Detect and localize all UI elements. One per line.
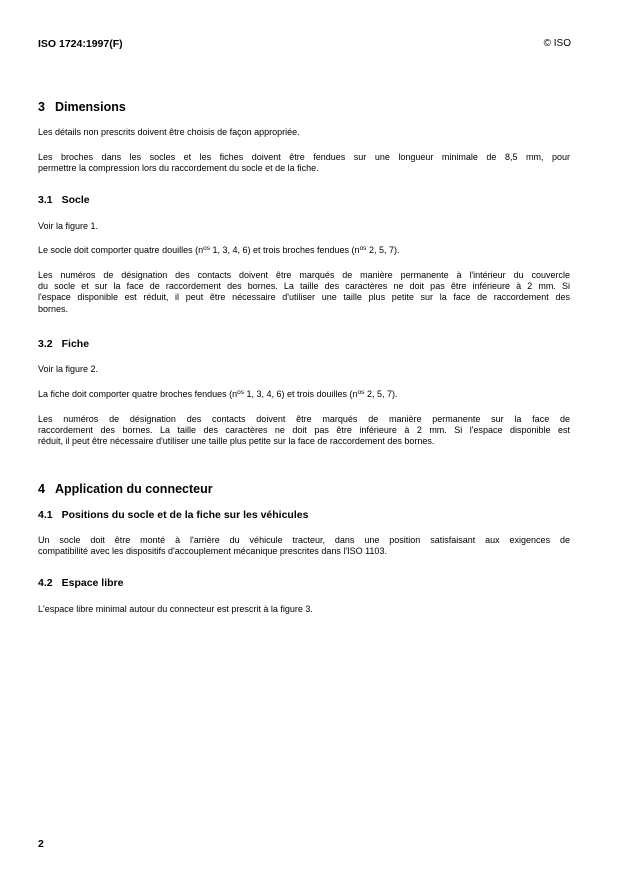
section-number: 4.2 [38,577,53,589]
document-identifier: ISO 1724:1997(F) [38,38,123,50]
text-line: du socle et sur la face de raccordement des bornes. La taille des caractères ne doit pas être inférieure à 2 mm. Si [38,281,570,292]
text-run: 1, 3, 4, 6) et trois douilles (n [244,389,358,399]
section-4-2-heading [38,577,123,589]
text-run: 2, 5, 7). [364,389,398,399]
paragraph: L'espace libre minimal autour du connecteur est prescrit à la figure 3. [38,604,313,614]
text-line: Un socle doit être monté à l'arrière du véhicule tracteur, dans une position satisfaisant aux exigences de [38,535,570,545]
paragraph: Voir la figure 1. [38,221,99,231]
text-run: 1, 3, 4, 6) et trois broches fendues (n [209,245,360,255]
text-line: Les numéros de désignation des contacts doivent être marqués de manière permanente à l'intérieur du couvercle [38,270,570,280]
section-title: Espace libre [61,577,124,589]
copyright-notice: © ISO [543,38,571,49]
paragraph [38,414,570,448]
section-title: Dimensions [54,100,126,114]
section-number: 4.1 [38,509,53,521]
text-line: Les broches dans les socles et les fiches doivent être fendues sur une longueur minimale de 8,5 mm, pour [38,152,570,162]
section-number: 4 [38,482,45,496]
paragraph: Les détails non prescrits doivent être choisis de façon appropriée. [38,127,300,137]
section-4-1-heading [38,509,308,521]
paragraph [38,270,570,315]
text-line: Les numéros de désignation des contacts doivent être marqués de manière permanente sur la face de [38,414,570,424]
paragraph [38,389,570,400]
section-title: Positions du socle et de la fiche sur les véhicules [61,509,309,521]
section-number: 3.1 [38,194,53,206]
text-line: bornes. [38,303,69,314]
section-3-2-heading [38,338,89,350]
text-line: réduit, il peut être nécessaire d'utiliser une taille plus petite sur la face de raccordement des bornes. [38,436,435,447]
superscript: os [203,245,210,252]
superscript: os [237,389,244,396]
text-run: 2, 5, 7). [366,245,400,255]
section-number: 3 [38,100,45,114]
text-run: Le socle doit comporter quatre douilles (n [38,245,204,255]
text-line: compatibilité avec les dispositifs d'accouplement mécanique prescrites dans l'ISO 1103. [38,546,387,557]
superscript: os [357,389,365,396]
paragraph [38,152,570,174]
page-number: 2 [38,838,44,850]
section-title: Application du connecteur [54,482,213,496]
section-3-heading [38,100,126,114]
paragraph [38,535,570,557]
text-line: raccordement des bornes. La taille des caractères ne doit pas être inférieure à 2 mm. Si l'espace disponible est [38,425,570,436]
text-line: l'espace disponible est réduit, il peut être nécessaire d'utiliser une taille plus petite sur la face de raccordement des [38,292,570,303]
superscript: os [359,245,367,252]
section-4-heading [38,482,213,496]
section-title: Fiche [61,338,90,350]
section-number: 3.2 [38,338,53,350]
paragraph: Voir la figure 2. [38,364,99,374]
section-3-1-heading [38,194,90,206]
paragraph [38,245,570,256]
text-run: La fiche doit comporter quatre broches fendues (n [38,389,238,399]
text-line: permettre la compression lors du raccordement du socle et de la fiche. [38,163,319,174]
section-title: Socle [61,194,90,206]
